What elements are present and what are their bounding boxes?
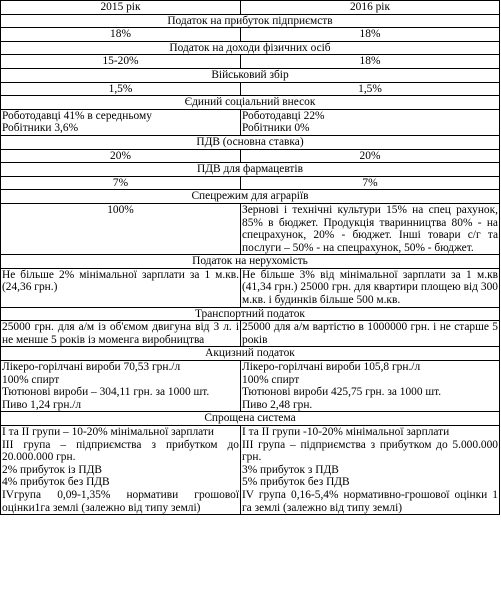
section-title: Податок на нерухомість	[1, 255, 500, 269]
value-2016	[241, 55, 500, 69]
value-2015	[1, 203, 241, 254]
section-title-row	[1, 307, 500, 321]
value-line: IV група 0,16-5,4% нормативно-грошової оцінки 1 га землі (залежно від типу землі)	[242, 488, 498, 514]
values-row	[1, 176, 500, 190]
section-title: Спрощена система	[1, 412, 500, 426]
value-2015	[1, 176, 241, 190]
values-row	[1, 361, 500, 412]
value-2015	[1, 321, 241, 347]
value-2016	[241, 109, 500, 135]
section-title-row	[1, 347, 500, 361]
value-line: 100% спирт	[242, 373, 300, 386]
value-line: IVгрупа 0,09-1,35% нормативи грошової оцінки1га землі (залежно від типу землі)	[2, 488, 239, 514]
value-line: 18%	[359, 55, 381, 68]
values-row	[1, 321, 500, 347]
section-title: Військовий збір	[1, 68, 500, 82]
value-line: 5% прибуток без ПДВ	[242, 476, 350, 489]
value-2015	[1, 109, 241, 135]
section-title: Спецрежим для аграріїв	[1, 190, 500, 204]
section-title-row	[1, 41, 500, 55]
value-line: Не більше 2% мінімальної зарплати за 1 м.кв. (24,36 грн.)	[2, 268, 239, 294]
value-line: 25000 для а/м вартістю в 1000000 грн. і не старше 5 років	[242, 321, 498, 346]
value-line: I та II групи -10-20% мінімальної зарплати	[242, 426, 450, 438]
section-title-row	[1, 135, 500, 149]
value-line: 100%	[107, 203, 134, 216]
value-line: I та II групи – 10-20% мінімальної зарплати	[2, 426, 214, 438]
value-line: 1,5%	[108, 82, 133, 95]
section-title-row	[1, 14, 500, 28]
value-line: Зернові і технічні культури 15% на спец рахунок, 85% в бюджет. Продукція тваринництва 80% - на спецрахунок, 20% - бюджет. Інші товари с/г та послуги – 50% - на спецрахунок, 50% - бюджет.	[242, 203, 498, 254]
section-title-row	[1, 163, 500, 177]
value-line: 20%	[359, 149, 381, 162]
value-2016	[241, 28, 500, 42]
value-2015	[1, 268, 241, 307]
value-line: Лікеро-горілчані вироби 105,8 грн./л	[242, 361, 421, 374]
section-title: Акцизний податок	[1, 347, 500, 361]
value-line: Роботодавці 22%	[242, 109, 325, 122]
value-line: 20%	[110, 149, 131, 162]
section-title-row	[1, 412, 500, 426]
value-2015	[1, 55, 241, 69]
section-title: Транспортний податок	[1, 307, 500, 321]
values-row	[1, 268, 500, 307]
values-row	[1, 55, 500, 69]
value-line: 3% прибуток з ПДВ	[242, 463, 339, 476]
value-line: Робітники 0%	[242, 122, 310, 135]
value-line: Не більше 3% від мінімальної зарплати за 1 м.кв (41,34 грн.) 25000 грн. для квартири площею від 300 м.кв. і будинків більше 500 м.кв.	[242, 268, 498, 307]
value-line: III група – підприємства з прибутком до 5.000.000 грн.	[242, 438, 498, 464]
value-line: 7%	[112, 176, 129, 189]
section-title-row	[1, 96, 500, 110]
section-title: Податок на прибуток підприємств	[1, 14, 500, 28]
section-title: Єдиний соціальний внесок	[1, 96, 500, 110]
values-row	[1, 109, 500, 135]
values-row	[1, 149, 500, 163]
value-line: Лікеро-горілчані вироби 70,53 грн./л	[2, 361, 181, 374]
section-title-row	[1, 190, 500, 204]
value-2016	[241, 176, 500, 190]
value-line: III група – підприємства з прибутком до 20.000.000 грн.	[2, 438, 239, 464]
value-2015	[1, 82, 241, 96]
value-line: Тютюнові вироби – 304,11 грн. за 1000 шт.	[2, 386, 210, 399]
value-2016	[241, 321, 500, 347]
header-row	[1, 1, 500, 15]
value-line: Роботодавці 41% в середньому	[2, 109, 152, 122]
value-line: 4% прибуток без ПДВ	[2, 476, 110, 489]
value-2016	[241, 82, 500, 96]
column-header-2016: 2016 рік	[241, 1, 500, 15]
value-2016	[241, 149, 500, 163]
value-line: Пиво 1,24 грн./л	[2, 398, 82, 411]
values-row	[1, 82, 500, 96]
value-line: Пиво 2,48 грн.	[242, 398, 313, 411]
value-line: 1,5%	[358, 82, 382, 95]
section-title-row	[1, 255, 500, 269]
value-2015	[1, 149, 241, 163]
section-title: ПДВ (основна ставка)	[1, 135, 500, 149]
value-2015	[1, 361, 241, 412]
value-line: 18%	[359, 28, 381, 41]
value-2016	[241, 203, 500, 254]
value-line: 15-20%	[102, 55, 139, 68]
value-2015	[1, 426, 241, 515]
value-line: 100% спирт	[2, 373, 60, 386]
value-line: Тютюнові вироби 425,75 грн. за 1000 шт.	[242, 386, 442, 399]
value-2015	[1, 28, 241, 42]
value-line: Робітники 3,6%	[2, 122, 79, 135]
value-2016	[241, 426, 500, 515]
value-2016	[241, 361, 500, 412]
values-row	[1, 203, 500, 254]
value-line: 7%	[362, 176, 378, 189]
values-row	[1, 426, 500, 515]
section-title-row	[1, 68, 500, 82]
values-row	[1, 28, 500, 42]
value-line: 2% прибуток із ПДВ	[2, 463, 102, 476]
section-title: ПДВ для фармацевтів	[1, 163, 500, 177]
value-line: 18%	[110, 28, 131, 41]
value-line: 25000 грн. для а/м із об'ємом двигуна від 3 л. і не менше 5 років із моменга виробництва	[2, 321, 239, 346]
value-2016	[241, 268, 500, 307]
section-title: Податок на доходи фізичних осіб	[1, 41, 500, 55]
column-header-2015: 2015 рік	[1, 1, 241, 15]
